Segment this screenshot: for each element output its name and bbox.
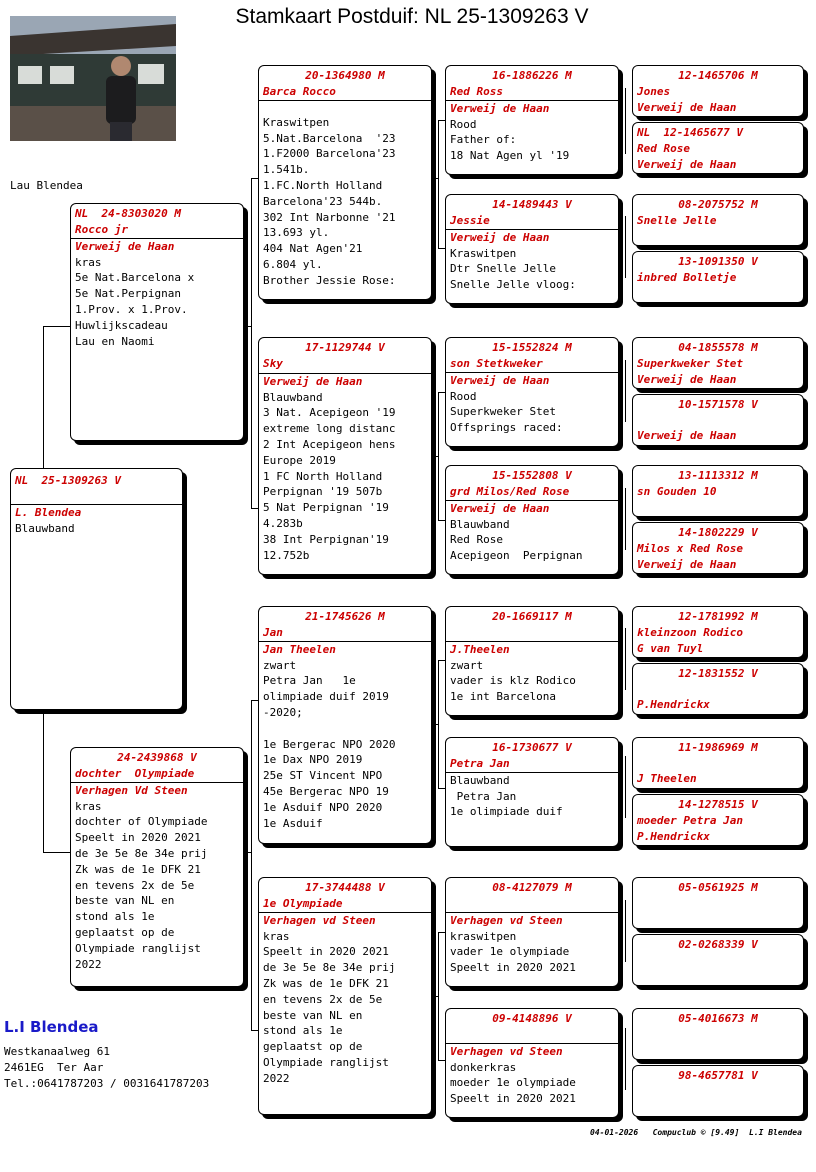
mmf-line: Speelt in 2020 2021: [450, 961, 576, 975]
mf-line: [263, 721, 427, 737]
great-grandparent-card[interactable]: [632, 251, 804, 303]
great-grandparent-card[interactable]: [632, 606, 804, 658]
mfm-line: Petra Jan: [450, 789, 517, 803]
mmm-line: Speelt in 2020 2021: [450, 1092, 576, 1106]
mff-ring: 20-1669117 M: [492, 610, 572, 623]
mother-line: de 3e 5e 8e 34e prij: [75, 846, 208, 860]
connector-line: [251, 1030, 258, 1031]
connector-line: [251, 178, 252, 508]
fmf-card[interactable]: [445, 337, 619, 447]
great-grandparent-card[interactable]: [632, 794, 804, 846]
mm-description: [259, 929, 431, 1087]
mff-description: [446, 658, 618, 705]
fm-line: Europe 2019: [263, 453, 336, 467]
fmf-line: Rood: [450, 389, 477, 403]
great-grandparent-ring: 05-4016673 M: [678, 1012, 758, 1025]
great-grandparent-name: [633, 682, 803, 697]
mother-line: Olympiade ranglijst: [75, 941, 201, 955]
great-grandparent-name: [633, 896, 803, 911]
owner-label: Lau Blendea: [10, 179, 83, 192]
connector-line: [438, 120, 439, 248]
great-grandparent-card[interactable]: [632, 465, 804, 517]
mff-line: zwart: [450, 658, 484, 672]
subject-owner: L. Blendea: [15, 506, 82, 519]
connector-line: [625, 756, 626, 818]
fm-name: Sky: [263, 356, 283, 370]
ffm-breeder: Verweij de Haan: [450, 230, 550, 244]
fmm-name: grd Milos/Red Rose: [446, 484, 618, 501]
fm-breeder: Verweij de Haan: [263, 374, 363, 388]
great-grandparent-breeder: P.Hendrickx: [637, 829, 710, 843]
great-grandparent-ring: 14-1802229 V: [678, 526, 758, 539]
fff-card[interactable]: [445, 65, 619, 175]
fmm-ring: 15-1552808 V: [492, 469, 572, 482]
mm-card[interactable]: [258, 877, 432, 1115]
ff-card[interactable]: [258, 65, 432, 300]
father-ring: NL 24-8303020 M: [75, 207, 181, 220]
connector-line: [625, 360, 626, 422]
mother-line: dochter of Olympiade: [75, 815, 208, 829]
connector-line: [431, 996, 438, 997]
subject-color: Blauwband: [15, 521, 75, 535]
mm-line: Olympiade ranglijst: [263, 1055, 389, 1069]
mff-card[interactable]: [445, 606, 619, 716]
great-grandparent-breeder: J Theelen: [637, 771, 697, 785]
fmm-line: Blauwband: [450, 517, 510, 531]
mfm-line: Blauwband: [450, 773, 510, 787]
mother-name: dochter Olympiade: [71, 766, 243, 783]
great-grandparent-name: Superkweker Stet: [637, 356, 743, 370]
mff-line: 1e int Barcelona: [450, 690, 556, 704]
fmf-ring: 15-1552824 M: [492, 341, 572, 354]
fmf-line: Superkweker Stet: [450, 405, 556, 419]
mmm-card[interactable]: [445, 1008, 619, 1118]
connector-line: [438, 248, 445, 249]
mother-line: geplaatst op de: [75, 925, 175, 939]
great-grandparent-name: [633, 1027, 803, 1042]
great-grandparent-name: [633, 413, 803, 428]
connector-line: [625, 216, 626, 278]
father-line: 1.Prov. x 1.Prov.: [75, 302, 188, 316]
ffm-line: Snelle Jelle vloog:: [450, 278, 576, 292]
mf-line: -2020;: [263, 705, 303, 719]
owner-photo: [10, 16, 176, 141]
mf-line: olimpiade duif 2019: [263, 690, 389, 704]
mf-line: zwart: [263, 658, 297, 672]
connector-line: [251, 700, 258, 701]
connector-line: [438, 392, 445, 393]
connector-line: [244, 326, 251, 327]
great-grandparent-card[interactable]: [632, 122, 804, 174]
great-grandparent-card[interactable]: [632, 337, 804, 389]
great-grandparent-breeder: Verweij de Haan: [637, 100, 737, 114]
ffm-line: Kraswitpen: [450, 246, 517, 260]
great-grandparent-ring: 08-2075752 M: [678, 198, 758, 211]
ffm-ring: 14-1489443 V: [492, 198, 572, 211]
father-line: 5e Nat.Barcelona x: [75, 271, 195, 285]
subject-ring: NL 25-1309263 V: [11, 469, 182, 505]
mother-line: beste van NL en: [75, 894, 175, 908]
fm-line: Blauwband: [263, 390, 323, 404]
connector-line: [244, 852, 251, 853]
mm-line: geplaatst op de: [263, 1040, 363, 1054]
great-grandparent-name: kleinzoon Rodico: [637, 625, 743, 639]
ff-description: [259, 101, 431, 289]
ff-line: Kraswitpen: [263, 115, 330, 129]
father-line: Lau en Naomi: [75, 334, 155, 348]
connector-line: [43, 852, 70, 853]
ff-line: Brother Jessie Rose:: [263, 273, 396, 287]
fmm-line: Red Rose: [450, 533, 503, 547]
connector-line: [625, 1028, 626, 1090]
mmf-line: vader 1e olympiade: [450, 945, 570, 959]
footer-street: Westkanaalweg 61: [4, 1045, 110, 1058]
great-grandparent-name: [633, 756, 803, 771]
fm-line: 3 Nat. Acepigeon '19: [263, 406, 396, 420]
fff-ring: 16-1886226 M: [492, 69, 572, 82]
father-name: Rocco jr: [71, 222, 243, 239]
mf-line: 1e Asduif: [263, 816, 323, 830]
fmm-breeder: Verweij de Haan: [450, 501, 550, 515]
great-grandparent-ring: 02-0268339 V: [678, 938, 758, 951]
connector-line: [431, 178, 438, 179]
connector-line: [431, 456, 438, 457]
mf-line: 1e Asduif NPO 2020: [263, 800, 383, 814]
mmm-breeder: Verhagen vd Steen: [450, 1044, 563, 1058]
great-grandparent-breeder: Verweij de Haan: [637, 557, 737, 571]
great-grandparent-ring: 05-0561925 M: [678, 881, 758, 894]
mm-line: Zk was de 1e DFK 21: [263, 976, 389, 990]
ff-line: 302 Int Narbonne '21: [263, 210, 396, 224]
connector-line: [625, 900, 626, 962]
ff-line: 13.693 yl.: [263, 226, 330, 240]
mmf-ring: 08-4127079 M: [492, 881, 572, 894]
fm-line: 12.752b: [263, 548, 310, 562]
mmm-name: [446, 1027, 618, 1044]
mmm-line: moeder 1e olympiade: [450, 1076, 576, 1090]
mm-line: stond als 1e: [263, 1024, 343, 1038]
father-line: kras: [75, 255, 102, 269]
great-grandparent-ring: 12-1465706 M: [678, 69, 758, 82]
mm-line: 2022: [263, 1071, 290, 1085]
mfm-ring: 16-1730677 V: [492, 741, 572, 754]
fm-line: 2 Int Acepigeon hens: [263, 437, 396, 451]
mm-line: en tevens 2x de 5e: [263, 992, 383, 1006]
fmf-line: Offsprings raced:: [450, 421, 563, 435]
mmf-name: [446, 896, 618, 913]
great-grandparent-ring: 98-4657781 V: [678, 1069, 758, 1082]
great-grandparent-card[interactable]: [632, 522, 804, 574]
footer-credit: 04-01-2026 Compuclub © [9.49] L.I Blendea: [590, 1128, 802, 1137]
ffm-line: Dtr Snelle Jelle: [450, 262, 556, 276]
mm-breeder: Verhagen vd Steen: [263, 913, 376, 927]
mf-line: 1e Bergerac NPO 2020: [263, 737, 396, 751]
connector-line: [625, 628, 626, 690]
mf-breeder: Jan Theelen: [263, 642, 336, 656]
mfm-line: 1e olimpiade duif: [450, 805, 563, 819]
fff-line: Rood: [450, 117, 477, 131]
fmm-description: [446, 517, 618, 564]
connector-line: [43, 710, 44, 852]
mmf-description: [446, 929, 618, 976]
father-description: [71, 255, 243, 350]
fmf-description: [446, 389, 618, 436]
fm-line: Perpignan '19 507b: [263, 485, 383, 499]
mmm-line: donkerkras: [450, 1060, 517, 1074]
great-grandparent-card[interactable]: [632, 737, 804, 789]
great-grandparent-card[interactable]: [632, 65, 804, 117]
mf-ring: 21-1745626 M: [305, 610, 385, 623]
mm-line: de 3e 5e 8e 34e prij: [263, 961, 396, 975]
ffm-name: Jessie: [446, 213, 618, 230]
mother-line: kras: [75, 799, 102, 813]
connector-line: [438, 520, 445, 521]
father-line: Huwlijkscadeau: [75, 318, 168, 332]
great-grandparent-ring: 13-1113312 M: [678, 469, 758, 482]
page-title: Stamkaart Postduif: NL 25-1309263 V: [235, 5, 589, 28]
connector-line: [251, 508, 258, 509]
fmf-name: son Stetkweker: [446, 356, 618, 373]
connector-line: [43, 326, 44, 468]
connector-line: [625, 88, 626, 154]
mm-name: 1e Olympiade: [259, 896, 431, 913]
fm-line: 38 Int Perpignan'19: [263, 532, 389, 546]
great-grandparent-breeder: P.Hendrickx: [637, 697, 710, 711]
ff-line: Barcelona'23 544b.: [263, 194, 383, 208]
subject-card[interactable]: [10, 468, 183, 710]
ff-line: 404 Nat Agen'21: [263, 242, 363, 256]
mother-line: Zk was de 1e DFK 21: [75, 862, 201, 876]
mm-ring: 17-3744488 V: [305, 881, 385, 894]
great-grandparent-card[interactable]: [632, 1008, 804, 1060]
connector-line: [438, 932, 445, 933]
great-grandparent-breeder: Verweij de Haan: [637, 428, 737, 442]
mother-ring: 24-2439868 V: [117, 751, 197, 764]
father-card[interactable]: [70, 203, 244, 441]
fff-name: Red Ross: [446, 84, 618, 101]
great-grandparent-card[interactable]: [632, 877, 804, 929]
connector-line: [438, 120, 445, 121]
connector-line: [251, 178, 258, 179]
mother-description: [71, 799, 243, 973]
connector-line: [438, 392, 439, 520]
great-grandparent-ring: 10-1571578 V: [678, 398, 758, 411]
great-grandparent-name: Red Rose: [637, 141, 690, 155]
great-grandparent-name: moeder Petra Jan: [637, 813, 743, 827]
mmm-description: [446, 1060, 618, 1107]
footer-phone: Tel.:0641787203 / 0031641787203: [4, 1077, 210, 1090]
ff-line: 1.FC.North Holland: [263, 178, 383, 192]
mother-line: 2022: [75, 957, 102, 971]
great-grandparent-name: Snelle Jelle: [637, 213, 717, 227]
great-grandparent-card[interactable]: [632, 194, 804, 246]
mf-line: 1e Dax NPO 2019: [263, 753, 363, 767]
great-grandparent-ring: 12-1781992 M: [678, 610, 758, 623]
footer-city: 2461EG Ter Aar: [4, 1061, 104, 1074]
great-grandparent-name: Jones: [637, 84, 671, 98]
great-grandparent-breeder: Verweij de Haan: [637, 157, 737, 171]
great-grandparent-name: [633, 953, 803, 968]
great-grandparent-card[interactable]: [632, 934, 804, 986]
ff-line: 6.804 yl.: [263, 257, 323, 271]
father-line: 5e Nat.Perpignan: [75, 287, 181, 301]
ff-line: 1.F2000 Barcelona'23: [263, 147, 396, 161]
connector-line: [625, 488, 626, 550]
mother-line: Speelt in 2020 2021: [75, 831, 201, 845]
mf-line: Petra Jan 1e: [263, 674, 356, 688]
mfm-name: Petra Jan: [446, 756, 618, 773]
mf-name: Jan: [259, 625, 431, 642]
mfm-description: [446, 773, 618, 820]
fmf-breeder: Verweij de Haan: [450, 373, 550, 387]
mf-line: 45e Bergerac NPO 19: [263, 784, 389, 798]
fff-line: 18 Nat Agen yl '19: [450, 149, 570, 163]
father-breeder: Verweij de Haan: [75, 239, 175, 253]
fm-description: [259, 390, 431, 564]
connector-line: [438, 660, 439, 788]
ff-ring: 20-1364980 M: [305, 69, 385, 82]
mfm-card[interactable]: [445, 737, 619, 847]
great-grandparent-ring: 14-1278515 V: [678, 798, 758, 811]
fff-breeder: Verweij de Haan: [450, 101, 550, 115]
ff-line: 5.Nat.Barcelona '23: [263, 131, 396, 145]
fm-card[interactable]: [258, 337, 432, 575]
connector-line: [438, 1060, 445, 1061]
fm-ring: 17-1129744 V: [305, 341, 385, 354]
footer-owner-name: L.I Blendea: [4, 1018, 99, 1036]
great-grandparent-ring: 04-1855578 M: [678, 341, 758, 354]
connector-line: [438, 660, 445, 661]
mm-line: Speelt in 2020 2021: [263, 945, 389, 959]
mother-card[interactable]: [70, 747, 244, 987]
great-grandparent-card[interactable]: [632, 663, 804, 715]
great-grandparent-ring: 11-1986969 M: [678, 741, 758, 754]
mmf-breeder: Verhagen vd Steen: [450, 913, 563, 927]
fm-line: 4.283b: [263, 516, 303, 530]
mother-breeder: Verhagen Vd Steen: [75, 783, 188, 797]
mff-breeder: J.Theelen: [450, 642, 510, 656]
fmm-card[interactable]: [445, 465, 619, 575]
great-grandparent-card[interactable]: [632, 394, 804, 446]
fm-line: 5 Nat Perpignan '19: [263, 501, 389, 515]
great-grandparent-name: [633, 1084, 803, 1099]
mother-line: en tevens 2x de 5e: [75, 878, 195, 892]
mmm-ring: 09-4148896 V: [492, 1012, 572, 1025]
ffm-description: [446, 246, 618, 293]
great-grandparent-name: Milos x Red Rose: [637, 541, 743, 555]
connector-line: [438, 788, 445, 789]
mm-line: beste van NL en: [263, 1008, 363, 1022]
great-grandparent-name: sn Gouden 10: [637, 484, 717, 498]
ff-name: Barca Rocco: [259, 84, 431, 101]
mmf-line: kraswitpen: [450, 929, 517, 943]
mmf-card[interactable]: [445, 877, 619, 987]
connector-line: [43, 326, 70, 327]
great-grandparent-name: inbred Bolletje: [637, 270, 737, 284]
mf-card[interactable]: [258, 606, 432, 844]
great-grandparent-ring: NL 12-1465677 V: [637, 126, 743, 139]
connector-line: [438, 932, 439, 1060]
great-grandparent-breeder: Verweij de Haan: [637, 372, 737, 386]
connector-line: [251, 700, 252, 1030]
great-grandparent-breeder: G van Tuyl: [637, 641, 704, 655]
fm-line: extreme long distanc: [263, 422, 396, 436]
mf-description: [259, 658, 431, 832]
fmm-line: Acepigeon Perpignan: [450, 549, 583, 563]
ffm-card[interactable]: [445, 194, 619, 304]
fm-line: 1 FC North Holland: [263, 469, 383, 483]
footer-address: [4, 1044, 209, 1092]
great-grandparent-ring: 12-1831552 V: [678, 667, 758, 680]
mff-name: [446, 625, 618, 642]
ff-line: 1.541b.: [263, 163, 310, 177]
mf-line: 25e ST Vincent NPO: [263, 769, 383, 783]
fff-description: [446, 117, 618, 164]
connector-line: [431, 724, 438, 725]
mother-line: stond als 1e: [75, 910, 155, 924]
great-grandparent-ring: 13-1091350 V: [678, 255, 758, 268]
mff-line: vader is klz Rodico: [450, 674, 576, 688]
great-grandparent-card[interactable]: [632, 1065, 804, 1117]
fff-line: Father of:: [450, 133, 517, 147]
mm-line: kras: [263, 929, 290, 943]
